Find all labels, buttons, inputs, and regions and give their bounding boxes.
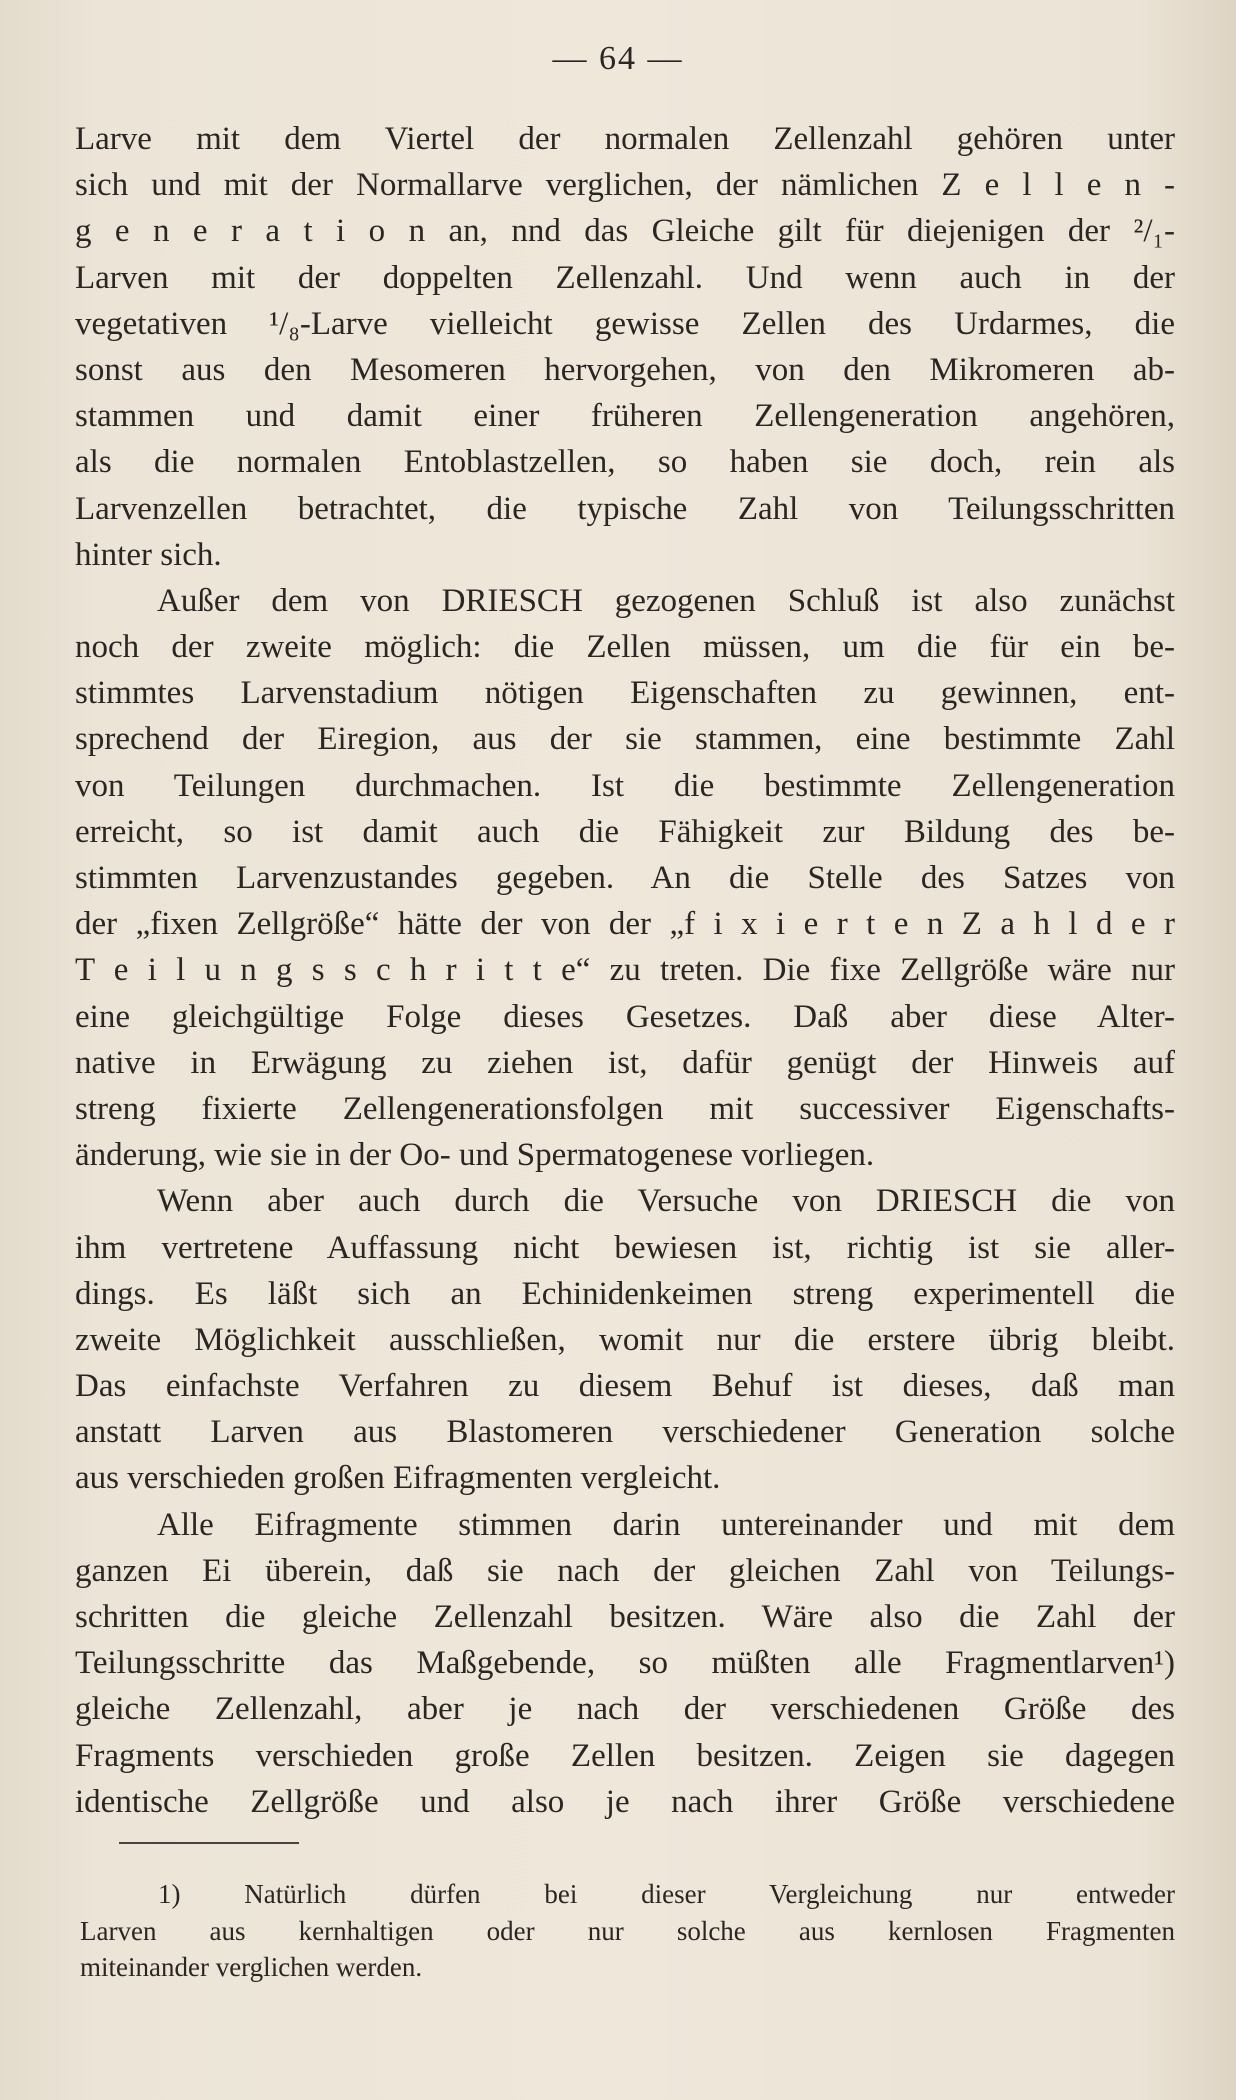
text-line: eine gleichgültige Folge dieses Gesetzes. Daß aber diese Alter-	[75, 998, 1175, 1035]
text-line: dings. Es läßt sich an Echinidenkeimen streng experimentell die	[75, 1275, 1175, 1312]
text-line: schritten die gleiche Zellenzahl besitzen. Wäre also die Zahl der	[75, 1599, 1175, 1635]
footnote-rule	[119, 1842, 299, 1844]
footnote-line: miteinander verglichen werden.	[80, 1952, 423, 1982]
text-line: sonst aus den Mesomeren hervorgehen, von den Mikromeren ab-	[75, 351, 1175, 388]
text-line: Larvenzellen betrachtet, die typische Zahl von Teilungsschritten	[75, 490, 1175, 527]
text-line: von Teilungen durchmachen. Ist die bestimmte Zellengeneration	[75, 767, 1175, 804]
text-line: sich und mit der Normallarve verglichen, der nämlichen Z e l l e n -	[75, 167, 1175, 204]
text-line: sprechend der Eiregion, aus der sie stammen, eine bestimmte Zahl	[75, 721, 1175, 758]
text-line: Wenn aber auch durch die Versuche von DRIESCH die von	[157, 1183, 1175, 1220]
text-line: hinter sich.	[75, 536, 222, 573]
text-line: Fragments verschieden große Zellen besitzen. Zeigen sie dagegen	[75, 1737, 1175, 1774]
text-line: als die normalen Entoblastzellen, so haben sie doch, rein als	[75, 444, 1175, 481]
text-line: T e i l u n g s s c h r i t t e“ zu treten. Die fixe Zellgröße wäre nur	[75, 952, 1175, 989]
text-line: Das einfachste Verfahren zu diesem Behuf ist dieses, daß man	[75, 1368, 1175, 1405]
page-number: — 64 —	[552, 40, 684, 77]
text-line: Alle Eifragmente stimmen darin untereinander und mit dem	[157, 1506, 1175, 1543]
body-text	[75, 116, 1175, 1825]
text-line: ihm vertretene Auffassung nicht bewiesen ist, richtig ist sie aller-	[75, 1229, 1175, 1266]
text-line: ganzen Ei überein, daß sie nach der gleichen Zahl von Teilungs-	[75, 1552, 1175, 1589]
text-line: noch der zweite möglich: die Zellen müssen, um die für ein be-	[75, 629, 1175, 666]
text-line: der „fixen Zellgröße“ hätte der von der „f i x i e r t e n Z a h l d e r	[75, 906, 1175, 943]
text-line: native in Erwägung zu ziehen ist, dafür genügt der Hinweis auf	[75, 1044, 1175, 1081]
text-line: erreicht, so ist damit auch die Fähigkeit zur Bildung des be-	[75, 813, 1175, 850]
text-line: Larve mit dem Viertel der normalen Zellenzahl gehören unter	[75, 121, 1175, 157]
text-line: Teilungsschritte das Maßgebende, so müßten alle Fragmentlarven¹)	[75, 1645, 1175, 1682]
text-line: aus verschieden großen Eifragmenten vergleicht.	[75, 1460, 721, 1497]
text-line: gleiche Zellenzahl, aber je nach der verschiedenen Größe des	[75, 1691, 1175, 1728]
footnote-line: 1) Natürlich dürfen bei dieser Vergleichung nur entweder	[158, 1879, 1175, 1909]
text-line: anstatt Larven aus Blastomeren verschiedener Generation solche	[75, 1414, 1175, 1451]
text-line: g e n e r a t i o n an, nnd das Gleiche gilt für diejenigen der ²/₁-	[75, 213, 1175, 250]
text-line: zweite Möglichkeit ausschließen, womit nur die erstere übrig bleibt.	[75, 1321, 1175, 1358]
text-line: identische Zellgröße und also je nach ihrer Größe verschiedene	[75, 1783, 1175, 1820]
footnote	[80, 1876, 1175, 1986]
text-line: vegetativen ¹/₈-Larve vielleicht gewisse Zellen des Urdarmes, die	[75, 305, 1175, 342]
text-line: Außer dem von DRIESCH gezogenen Schluß ist also zunächst	[157, 582, 1175, 619]
text-line: streng fixierte Zellengenerationsfolgen mit successiver Eigenschafts-	[75, 1090, 1175, 1127]
text-line: Larven mit der doppelten Zellenzahl. Und wenn auch in der	[75, 259, 1175, 296]
text-line: stammen und damit einer früheren Zellengeneration angehören,	[75, 398, 1175, 435]
text-line: stimmtes Larvenstadium nötigen Eigenschaften zu gewinnen, ent-	[75, 675, 1175, 712]
text-line: änderung, wie sie in der Oo- und Spermatogenese vorliegen.	[75, 1137, 875, 1174]
footnote-line: Larven aus kernhaltigen oder nur solche aus kernlosen Fragmenten	[80, 1915, 1175, 1946]
text-line: stimmten Larvenzustandes gegeben. An die Stelle des Satzes von	[75, 860, 1175, 896]
